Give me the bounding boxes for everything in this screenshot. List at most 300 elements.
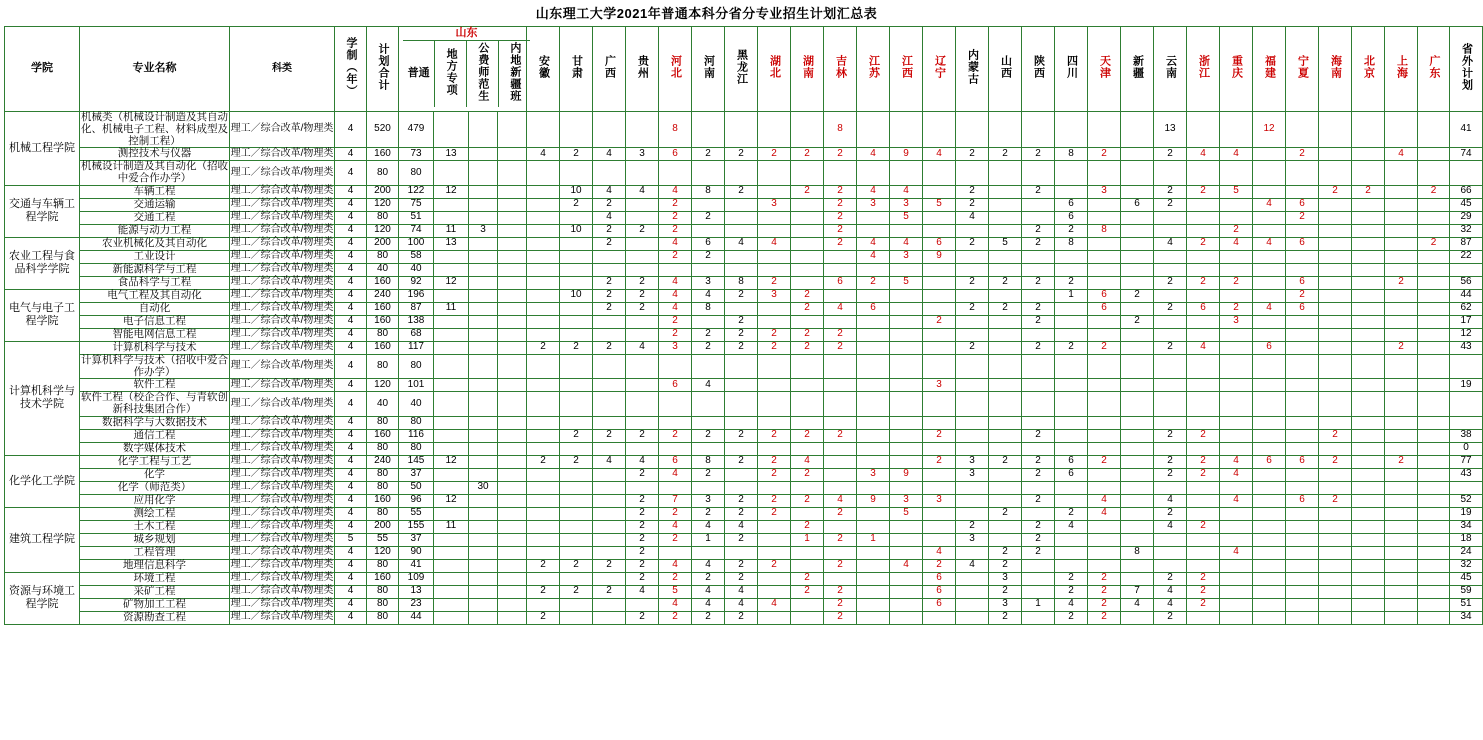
cell-province-15: 2 <box>1022 520 1055 533</box>
cell-province-24 <box>1319 302 1352 315</box>
header-province-24-label: 海南 <box>1329 55 1342 80</box>
table-row <box>5 455 1483 468</box>
cell-province-17 <box>1088 354 1121 379</box>
cell-shandong-0: 109 <box>399 572 434 585</box>
cell-province-18 <box>1121 224 1154 237</box>
cell-province-15 <box>1022 161 1055 186</box>
cell-province-8 <box>791 379 824 392</box>
cell-province-10: 1 <box>857 533 890 546</box>
cell-shandong-2 <box>469 112 498 148</box>
cell-province-14 <box>989 481 1022 494</box>
header-province-11-label: 江西 <box>900 55 913 80</box>
cell-province-19: 2 <box>1154 185 1187 198</box>
cell-province-27 <box>1418 585 1450 598</box>
cell-years: 4 <box>335 442 367 455</box>
cell-province-25 <box>1352 507 1385 520</box>
cell-province-13 <box>956 112 989 148</box>
cell-province-12 <box>923 354 956 379</box>
cell-outside-total: 52 <box>1450 494 1483 507</box>
cell-province-26 <box>1385 211 1418 224</box>
cell-shandong-3 <box>498 494 527 507</box>
cell-major: 软件工程 <box>80 379 230 392</box>
cell-province-25 <box>1352 289 1385 302</box>
cell-shandong-0: 122 <box>399 185 434 198</box>
cell-province-21 <box>1220 392 1253 417</box>
cell-province-21 <box>1220 481 1253 494</box>
cell-total: 55 <box>367 533 399 546</box>
cell-shandong-1 <box>434 379 469 392</box>
cell-total: 160 <box>367 572 399 585</box>
cell-province-4: 2 <box>659 250 692 263</box>
cell-province-19: 2 <box>1154 198 1187 211</box>
cell-province-19: 2 <box>1154 429 1187 442</box>
table-row <box>5 507 1483 520</box>
cell-province-14 <box>989 224 1022 237</box>
cell-province-6 <box>725 263 758 276</box>
cell-province-12 <box>923 211 956 224</box>
cell-province-7 <box>758 392 791 417</box>
cell-province-3 <box>626 416 659 429</box>
cell-province-26 <box>1385 481 1418 494</box>
cell-province-17: 2 <box>1088 572 1121 585</box>
cell-outside-total: 19 <box>1450 507 1483 520</box>
cell-province-2: 4 <box>593 185 626 198</box>
cell-province-3 <box>626 598 659 611</box>
cell-province-7 <box>758 211 791 224</box>
header-province-9 <box>824 27 857 112</box>
cell-subject: 理工／综合改革/物理类 <box>230 585 334 597</box>
cell-province-22 <box>1253 468 1286 481</box>
header-province-10-label: 江苏 <box>867 55 880 80</box>
cell-province-5 <box>692 263 725 276</box>
cell-outside-total <box>1450 161 1483 186</box>
cell-major: 自动化 <box>80 302 230 315</box>
cell-shandong-1 <box>434 507 469 520</box>
cell-shandong-2 <box>469 237 498 250</box>
cell-province-16 <box>1055 263 1088 276</box>
cell-province-16: 4 <box>1055 520 1088 533</box>
cell-province-5: 2 <box>692 341 725 354</box>
cell-province-3 <box>626 328 659 341</box>
cell-total: 120 <box>367 379 399 392</box>
cell-years: 4 <box>335 185 367 198</box>
cell-province-17 <box>1088 468 1121 481</box>
cell-province-2 <box>593 442 626 455</box>
cell-province-9 <box>824 289 857 302</box>
cell-province-4: 4 <box>659 520 692 533</box>
header-province-14 <box>989 27 1022 112</box>
cell-province-2 <box>593 379 626 392</box>
cell-province-19: 2 <box>1154 468 1187 481</box>
cell-province-16 <box>1055 533 1088 546</box>
header-college: 学院 <box>5 27 80 112</box>
cell-province-5 <box>692 392 725 417</box>
cell-province-25 <box>1352 224 1385 237</box>
cell-province-18 <box>1121 455 1154 468</box>
cell-years: 4 <box>335 416 367 429</box>
cell-province-14 <box>989 185 1022 198</box>
cell-province-7 <box>758 572 791 585</box>
cell-province-2: 2 <box>593 224 626 237</box>
cell-province-17 <box>1088 416 1121 429</box>
cell-shandong-0: 101 <box>399 379 434 392</box>
cell-shandong-0: 138 <box>399 315 434 328</box>
cell-shandong-2 <box>469 211 498 224</box>
cell-province-9: 2 <box>824 559 857 572</box>
cell-province-10 <box>857 161 890 186</box>
cell-outside-total <box>1450 354 1483 379</box>
cell-province-25 <box>1352 572 1385 585</box>
cell-shandong-3 <box>498 315 527 328</box>
header-sd-putong: 普通 <box>407 67 430 80</box>
cell-province-9: 2 <box>824 198 857 211</box>
cell-province-22 <box>1253 379 1286 392</box>
header-province-1-label: 甘肃 <box>570 55 583 80</box>
cell-province-23: 6 <box>1286 276 1319 289</box>
cell-province-12 <box>923 328 956 341</box>
cell-years: 4 <box>335 455 367 468</box>
cell-province-21 <box>1220 263 1253 276</box>
cell-province-3: 2 <box>626 468 659 481</box>
cell-shandong-3 <box>498 392 527 417</box>
cell-province-8 <box>791 211 824 224</box>
cell-province-12 <box>923 416 956 429</box>
cell-province-16: 1 <box>1055 289 1088 302</box>
cell-shandong-0: 145 <box>399 455 434 468</box>
admission-plan-table <box>4 26 1483 625</box>
cell-province-25 <box>1352 354 1385 379</box>
cell-province-8 <box>791 161 824 186</box>
cell-province-24 <box>1319 507 1352 520</box>
cell-province-10 <box>857 341 890 354</box>
cell-province-1 <box>560 302 593 315</box>
cell-province-9: 6 <box>824 276 857 289</box>
cell-subject: 理工／综合改革/物理类 <box>230 276 334 288</box>
cell-province-4: 2 <box>659 611 692 624</box>
cell-province-7 <box>758 520 791 533</box>
cell-province-17 <box>1088 198 1121 211</box>
cell-province-20 <box>1187 250 1220 263</box>
cell-shandong-2 <box>469 559 498 572</box>
cell-province-23 <box>1286 468 1319 481</box>
cell-province-7: 2 <box>758 328 791 341</box>
cell-province-10 <box>857 112 890 148</box>
cell-province-7 <box>758 442 791 455</box>
header-sd-difang <box>435 41 467 108</box>
cell-province-22 <box>1253 442 1286 455</box>
cell-province-12 <box>923 392 956 417</box>
header-province-7 <box>758 27 791 112</box>
cell-province-20 <box>1187 198 1220 211</box>
cell-province-0 <box>527 198 560 211</box>
cell-province-21 <box>1220 572 1253 585</box>
cell-province-25 <box>1352 455 1385 468</box>
cell-province-20 <box>1187 481 1220 494</box>
cell-province-14 <box>989 392 1022 417</box>
cell-province-26 <box>1385 354 1418 379</box>
cell-shandong-3 <box>498 148 527 161</box>
cell-shandong-2 <box>469 341 498 354</box>
cell-province-13 <box>956 392 989 417</box>
cell-years: 4 <box>335 302 367 315</box>
cell-province-25 <box>1352 392 1385 417</box>
cell-subject: 理工／综合改革/物理类 <box>230 302 334 314</box>
cell-province-6 <box>725 354 758 379</box>
cell-years: 4 <box>335 481 367 494</box>
cell-province-27 <box>1418 546 1450 559</box>
cell-province-27 <box>1418 572 1450 585</box>
cell-province-15 <box>1022 198 1055 211</box>
cell-province-11 <box>890 341 923 354</box>
cell-shandong-3 <box>498 302 527 315</box>
cell-province-3: 2 <box>626 494 659 507</box>
cell-province-10: 4 <box>857 148 890 161</box>
cell-province-6 <box>725 468 758 481</box>
cell-province-23 <box>1286 315 1319 328</box>
cell-province-17: 2 <box>1088 341 1121 354</box>
cell-province-25 <box>1352 302 1385 315</box>
table-row <box>5 546 1483 559</box>
cell-province-17 <box>1088 328 1121 341</box>
cell-province-12: 4 <box>923 546 956 559</box>
table-body <box>5 112 1483 625</box>
cell-subject: 理工／综合改革/物理类 <box>230 455 334 467</box>
cell-province-10 <box>857 315 890 328</box>
cell-province-12: 4 <box>923 148 956 161</box>
cell-province-11 <box>890 416 923 429</box>
cell-province-3: 2 <box>626 520 659 533</box>
cell-province-12 <box>923 611 956 624</box>
cell-province-13 <box>956 289 989 302</box>
cell-province-4: 6 <box>659 379 692 392</box>
cell-province-8: 2 <box>791 468 824 481</box>
cell-province-4: 2 <box>659 315 692 328</box>
cell-province-14 <box>989 328 1022 341</box>
cell-province-4: 5 <box>659 585 692 598</box>
cell-province-14: 5 <box>989 237 1022 250</box>
cell-province-16: 2 <box>1055 611 1088 624</box>
cell-province-3 <box>626 161 659 186</box>
cell-province-13 <box>956 263 989 276</box>
cell-province-18 <box>1121 481 1154 494</box>
cell-province-13: 3 <box>956 533 989 546</box>
cell-province-11 <box>890 585 923 598</box>
cell-shandong-3 <box>498 468 527 481</box>
cell-province-14 <box>989 161 1022 186</box>
cell-shandong-3 <box>498 416 527 429</box>
cell-major: 土木工程 <box>80 520 230 533</box>
cell-province-27 <box>1418 148 1450 161</box>
cell-total: 80 <box>367 354 399 379</box>
page-title: 山东理工大学2021年普通本科分省分专业招生计划汇总表 <box>535 6 878 21</box>
cell-province-19 <box>1154 416 1187 429</box>
cell-province-26 <box>1385 263 1418 276</box>
cell-province-6 <box>725 302 758 315</box>
cell-province-1 <box>560 328 593 341</box>
cell-province-13 <box>956 250 989 263</box>
table-row <box>5 392 1483 417</box>
cell-province-5 <box>692 354 725 379</box>
cell-subject: 理工／综合改革/物理类 <box>230 416 334 428</box>
cell-province-5 <box>692 442 725 455</box>
table-row <box>5 341 1483 354</box>
cell-years: 4 <box>335 611 367 624</box>
cell-province-16: 2 <box>1055 572 1088 585</box>
header-years-label: 学制（年） <box>345 37 357 98</box>
cell-province-7 <box>758 185 791 198</box>
cell-province-19 <box>1154 442 1187 455</box>
cell-province-13 <box>956 416 989 429</box>
cell-province-1 <box>560 315 593 328</box>
cell-province-12: 3 <box>923 379 956 392</box>
cell-province-22 <box>1253 416 1286 429</box>
cell-province-11 <box>890 161 923 186</box>
cell-years: 4 <box>335 585 367 598</box>
cell-province-23 <box>1286 354 1319 379</box>
cell-province-5: 1 <box>692 533 725 546</box>
cell-province-6 <box>725 250 758 263</box>
cell-years: 4 <box>335 289 367 302</box>
cell-province-5: 2 <box>692 611 725 624</box>
cell-province-16 <box>1055 546 1088 559</box>
cell-province-17 <box>1088 559 1121 572</box>
cell-province-15 <box>1022 585 1055 598</box>
cell-subject: 理工／综合改革/物理类 <box>230 224 334 236</box>
cell-province-20: 6 <box>1187 302 1220 315</box>
cell-province-9: 2 <box>824 611 857 624</box>
cell-province-6 <box>725 224 758 237</box>
cell-province-17: 2 <box>1088 598 1121 611</box>
cell-province-25 <box>1352 328 1385 341</box>
cell-shandong-2 <box>469 392 498 417</box>
cell-shandong-2 <box>469 289 498 302</box>
cell-province-22 <box>1253 250 1286 263</box>
cell-province-3: 2 <box>626 302 659 315</box>
cell-province-27 <box>1418 429 1450 442</box>
cell-province-24 <box>1319 112 1352 148</box>
cell-province-22 <box>1253 148 1286 161</box>
cell-province-0 <box>527 250 560 263</box>
cell-shandong-1 <box>434 598 469 611</box>
cell-total: 80 <box>367 161 399 186</box>
cell-province-12 <box>923 161 956 186</box>
header-province-21 <box>1220 27 1253 112</box>
cell-province-24 <box>1319 341 1352 354</box>
cell-province-24 <box>1319 559 1352 572</box>
cell-subject: 理工／综合改革/物理类 <box>230 559 334 571</box>
cell-province-0: 2 <box>527 585 560 598</box>
header-province-27 <box>1418 27 1450 112</box>
cell-years: 4 <box>335 354 367 379</box>
cell-province-13 <box>956 315 989 328</box>
cell-province-16 <box>1055 481 1088 494</box>
cell-province-10: 3 <box>857 468 890 481</box>
cell-province-16 <box>1055 379 1088 392</box>
cell-province-9 <box>824 481 857 494</box>
cell-province-26 <box>1385 224 1418 237</box>
cell-subject: 理工／综合改革/物理类 <box>230 289 334 301</box>
cell-province-9 <box>824 392 857 417</box>
cell-province-18 <box>1121 328 1154 341</box>
cell-major: 计算机科学与技术 <box>80 341 230 354</box>
cell-shandong-1 <box>434 611 469 624</box>
cell-province-14: 2 <box>989 148 1022 161</box>
cell-province-19 <box>1154 328 1187 341</box>
cell-province-19: 2 <box>1154 507 1187 520</box>
cell-province-24: 2 <box>1319 494 1352 507</box>
cell-province-17 <box>1088 161 1121 186</box>
cell-province-13 <box>956 598 989 611</box>
cell-province-4: 2 <box>659 224 692 237</box>
cell-province-14 <box>989 250 1022 263</box>
cell-outside-total: 66 <box>1450 185 1483 198</box>
cell-province-1: 10 <box>560 224 593 237</box>
cell-province-27 <box>1418 455 1450 468</box>
cell-shandong-2 <box>469 585 498 598</box>
cell-province-15 <box>1022 289 1055 302</box>
cell-province-12: 6 <box>923 237 956 250</box>
cell-province-4: 2 <box>659 211 692 224</box>
cell-province-25 <box>1352 468 1385 481</box>
cell-province-12: 3 <box>923 494 956 507</box>
cell-province-20 <box>1187 328 1220 341</box>
cell-province-26 <box>1385 237 1418 250</box>
cell-province-14: 2 <box>989 302 1022 315</box>
cell-province-10: 3 <box>857 198 890 211</box>
cell-subject: 理工／综合改革/物理类 <box>230 211 334 223</box>
cell-province-3: 3 <box>626 148 659 161</box>
cell-province-12: 2 <box>923 315 956 328</box>
cell-years: 4 <box>335 224 367 237</box>
cell-province-4: 3 <box>659 341 692 354</box>
cell-province-5: 4 <box>692 520 725 533</box>
cell-shandong-1 <box>434 533 469 546</box>
cell-province-27 <box>1418 507 1450 520</box>
cell-province-4: 4 <box>659 302 692 315</box>
cell-shandong-2 <box>469 276 498 289</box>
cell-province-13 <box>956 429 989 442</box>
cell-shandong-1: 11 <box>434 224 469 237</box>
cell-province-12 <box>923 442 956 455</box>
cell-shandong-0: 37 <box>399 468 434 481</box>
cell-shandong-0: 479 <box>399 112 434 148</box>
header-province-4-label: 河北 <box>669 55 682 80</box>
table-row <box>5 429 1483 442</box>
cell-province-3 <box>626 263 659 276</box>
cell-province-19 <box>1154 161 1187 186</box>
cell-province-27 <box>1418 442 1450 455</box>
header-shandong-group <box>399 27 527 112</box>
cell-outside-total: 56 <box>1450 276 1483 289</box>
cell-province-10 <box>857 559 890 572</box>
cell-province-5: 8 <box>692 185 725 198</box>
cell-province-27 <box>1418 392 1450 417</box>
cell-province-14 <box>989 442 1022 455</box>
cell-province-19 <box>1154 533 1187 546</box>
cell-province-23 <box>1286 161 1319 186</box>
cell-province-4: 4 <box>659 185 692 198</box>
cell-province-9: 2 <box>824 328 857 341</box>
header-province-2 <box>593 27 626 112</box>
cell-major: 化学 <box>80 468 230 481</box>
cell-total: 200 <box>367 185 399 198</box>
cell-province-1: 2 <box>560 455 593 468</box>
cell-province-22 <box>1253 520 1286 533</box>
table-row <box>5 315 1483 328</box>
cell-province-26: 2 <box>1385 341 1418 354</box>
cell-province-5: 4 <box>692 289 725 302</box>
header-province-1 <box>560 27 593 112</box>
